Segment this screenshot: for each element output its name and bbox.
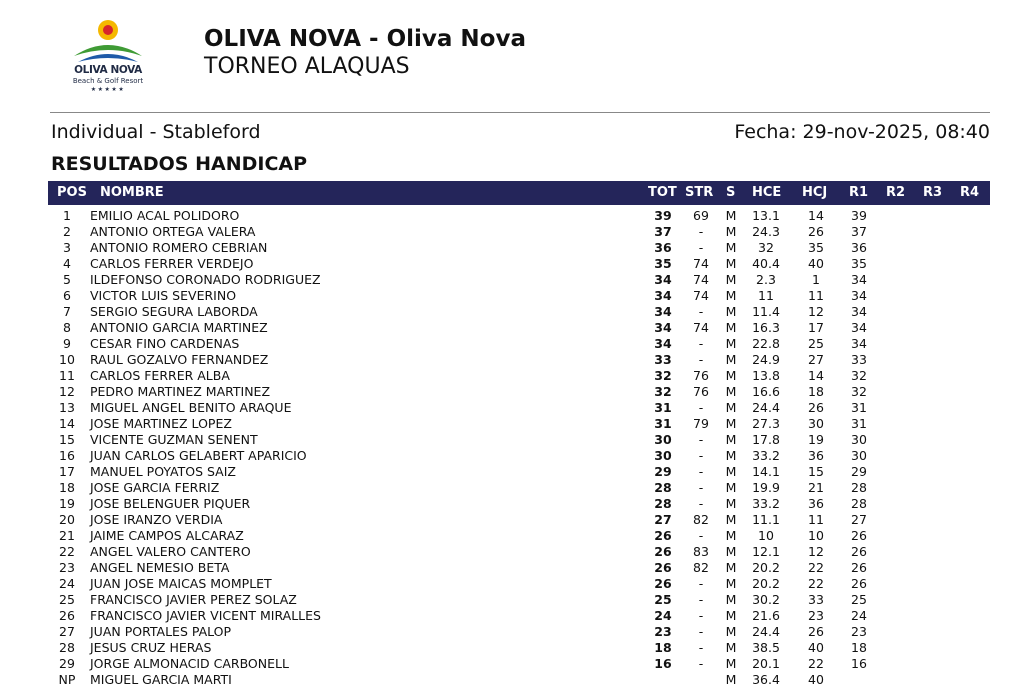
cell-s: M	[725, 272, 737, 287]
cell-hcj: 40	[808, 672, 824, 687]
cell-pos: 15	[59, 432, 75, 447]
table-row	[0, 640, 1024, 656]
col-hce: HCE	[752, 185, 782, 200]
table-row	[0, 528, 1024, 544]
cell-s: M	[725, 304, 737, 319]
cell-str: 74	[693, 272, 709, 287]
header-divider	[50, 112, 990, 113]
cell-pos: 20	[59, 512, 75, 527]
cell-tot: 26	[654, 576, 672, 591]
cell-nombre: MIGUEL GARCIA MARTI	[90, 672, 232, 687]
table-row	[0, 416, 1024, 432]
cell-hcj: 40	[808, 256, 824, 271]
table-row	[0, 656, 1024, 672]
cell-r1: 29	[851, 464, 867, 479]
cell-nombre: VICTOR LUIS SEVERINO	[90, 288, 237, 303]
cell-str: 82	[693, 560, 709, 575]
col-s: S	[726, 185, 736, 200]
cell-s: M	[725, 672, 737, 687]
cell-str: 82	[693, 512, 709, 527]
cell-r1: 24	[851, 608, 867, 623]
cell-pos: 17	[59, 464, 75, 479]
cell-hce: 13.8	[752, 368, 780, 383]
cell-hcj: 10	[808, 528, 824, 543]
date-label: Fecha: 29-nov-2025, 08:40	[734, 121, 990, 143]
cell-pos: 24	[59, 576, 75, 591]
cell-pos: 14	[59, 416, 75, 431]
cell-nombre: ANTONIO ROMERO CEBRIAN	[90, 240, 268, 255]
cell-hcj: 22	[808, 576, 824, 591]
cell-str: -	[698, 576, 704, 591]
cell-s: M	[725, 512, 737, 527]
table-row	[0, 560, 1024, 576]
cell-str: -	[698, 336, 704, 351]
cell-hcj: 12	[808, 304, 824, 319]
cell-str: -	[698, 528, 704, 543]
cell-nombre: JUAN JOSE MAICAS MOMPLET	[90, 576, 272, 591]
cell-nombre: SERGIO SEGURA LABORDA	[90, 304, 258, 319]
cell-pos: 22	[59, 544, 75, 559]
cell-r1: 34	[851, 304, 867, 319]
table-header	[48, 181, 990, 205]
cell-pos: 27	[59, 624, 75, 639]
cell-pos: 29	[59, 656, 75, 671]
cell-hce: 36.4	[752, 672, 780, 687]
cell-str: -	[698, 480, 704, 495]
cell-s: M	[725, 656, 737, 671]
table-row	[0, 544, 1024, 560]
tournament-title: TORNEO ALAQUAS	[204, 54, 410, 79]
col-str: STR	[685, 185, 714, 200]
cell-tot: 27	[654, 512, 672, 527]
cell-nombre: RAUL GOZALVO FERNANDEZ	[90, 352, 269, 367]
table-row	[0, 464, 1024, 480]
cell-nombre: JUAN CARLOS GELABERT APARICIO	[90, 448, 307, 463]
cell-nombre: VICENTE GUZMAN SENENT	[90, 432, 258, 447]
cell-s: M	[725, 544, 737, 559]
col-r3: R3	[923, 185, 943, 200]
cell-r1: 39	[851, 208, 867, 223]
logo-stars: ★★★★★	[90, 86, 126, 93]
table-row	[0, 400, 1024, 416]
cell-r1: 18	[851, 640, 867, 655]
cell-hcj: 30	[808, 416, 824, 431]
cell-r1: 30	[851, 448, 867, 463]
cell-tot: 31	[654, 416, 672, 431]
resort-logo	[58, 14, 158, 100]
cell-str: 74	[693, 256, 709, 271]
cell-pos: 10	[59, 352, 75, 367]
cell-hcj: 1	[812, 272, 820, 287]
table-row	[0, 624, 1024, 640]
cell-s: M	[725, 480, 737, 495]
cell-s: M	[725, 624, 737, 639]
cell-pos: 28	[59, 640, 75, 655]
cell-s: M	[725, 368, 737, 383]
table-row	[0, 336, 1024, 352]
cell-hce: 16.6	[752, 384, 780, 399]
cell-nombre: FRANCISCO JAVIER PEREZ SOLAZ	[90, 592, 297, 607]
table-row	[0, 256, 1024, 272]
cell-tot: 31	[654, 400, 672, 415]
cell-hcj: 15	[808, 464, 824, 479]
table-row	[0, 352, 1024, 368]
cell-tot: 26	[654, 544, 672, 559]
cell-r1: 33	[851, 352, 867, 367]
cell-tot: 26	[654, 528, 672, 543]
cell-pos: 9	[63, 336, 71, 351]
cell-hce: 24.3	[752, 224, 780, 239]
cell-tot: 39	[654, 208, 672, 223]
cell-tot: 36	[654, 240, 672, 255]
cell-tot: 25	[654, 592, 672, 607]
cell-hcj: 12	[808, 544, 824, 559]
cell-r1: 37	[851, 224, 867, 239]
logo-subtitle: Beach & Golf Resort	[72, 77, 144, 85]
table-row	[0, 240, 1024, 256]
cell-pos: 4	[63, 256, 71, 271]
cell-r1: 32	[851, 384, 867, 399]
cell-tot: 34	[654, 288, 672, 303]
cell-r1: 31	[851, 416, 867, 431]
cell-pos: 25	[59, 592, 75, 607]
col-r1: R1	[849, 185, 869, 200]
table-row	[0, 576, 1024, 592]
cell-pos: 6	[63, 288, 71, 303]
cell-nombre: ILDEFONSO CORONADO RODRIGUEZ	[90, 272, 321, 287]
cell-s: M	[725, 384, 737, 399]
cell-r1: 30	[851, 432, 867, 447]
cell-tot: 34	[654, 336, 672, 351]
cell-pos: 18	[59, 480, 75, 495]
logo-name: OLIVA NOVA	[74, 64, 142, 76]
cell-str: 69	[693, 208, 709, 223]
cell-hcj: 27	[808, 352, 824, 367]
table-row	[0, 272, 1024, 288]
cell-hce: 20.2	[752, 576, 780, 591]
cell-pos: NP	[58, 672, 76, 687]
cell-str: -	[698, 304, 704, 319]
cell-nombre: JOSE GARCIA FERRIZ	[90, 480, 220, 495]
cell-hcj: 23	[808, 608, 824, 623]
cell-hcj: 25	[808, 336, 824, 351]
cell-nombre: FRANCISCO JAVIER VICENT MIRALLES	[90, 608, 321, 623]
cell-tot: 30	[654, 448, 672, 463]
cell-r1: 28	[851, 480, 867, 495]
cell-nombre: CARLOS FERRER VERDEJO	[90, 256, 254, 271]
cell-nombre: ANTONIO ORTEGA VALERA	[90, 224, 256, 239]
cell-hce: 14.1	[752, 464, 780, 479]
cell-s: M	[725, 608, 737, 623]
cell-s: M	[725, 528, 737, 543]
cell-s: M	[725, 448, 737, 463]
cell-hcj: 17	[808, 320, 824, 335]
cell-pos: 19	[59, 496, 75, 511]
cell-s: M	[725, 400, 737, 415]
cell-hce: 33.2	[752, 496, 780, 511]
cell-tot: 16	[654, 656, 672, 671]
cell-hce: 21.6	[752, 608, 780, 623]
cell-tot: 37	[654, 224, 672, 239]
cell-r1: 26	[851, 528, 867, 543]
table-row	[0, 592, 1024, 608]
cell-nombre: MIGUEL ANGEL BENITO ARAQUE	[90, 400, 292, 415]
cell-hce: 10	[758, 528, 774, 543]
cell-str: 74	[693, 288, 709, 303]
cell-s: M	[725, 208, 737, 223]
cell-nombre: JOSE MARTINEZ LOPEZ	[90, 416, 232, 431]
cell-hcj: 35	[808, 240, 824, 255]
cell-pos: 16	[59, 448, 75, 463]
cell-pos: 2	[63, 224, 71, 239]
cell-nombre: ANGEL NEMESIO BETA	[90, 560, 230, 575]
cell-pos: 3	[63, 240, 71, 255]
cell-str: -	[698, 592, 704, 607]
cell-hce: 30.2	[752, 592, 780, 607]
cell-hce: 32	[758, 240, 774, 255]
cell-r1: 34	[851, 320, 867, 335]
cell-s: M	[725, 560, 737, 575]
table-row	[0, 432, 1024, 448]
cell-str: -	[698, 464, 704, 479]
cell-r1: 34	[851, 288, 867, 303]
cell-hcj: 36	[808, 496, 824, 511]
cell-str: 79	[693, 416, 709, 431]
cell-hce: 27.3	[752, 416, 780, 431]
cell-pos: 26	[59, 608, 75, 623]
cell-hcj: 40	[808, 640, 824, 655]
cell-r1: 26	[851, 544, 867, 559]
cell-hce: 12.1	[752, 544, 780, 559]
cell-hcj: 14	[808, 368, 824, 383]
cell-hce: 24.9	[752, 352, 780, 367]
cell-s: M	[725, 288, 737, 303]
table-row	[0, 448, 1024, 464]
cell-str: -	[698, 656, 704, 671]
cell-hcj: 21	[808, 480, 824, 495]
cell-str: 76	[693, 384, 709, 399]
results-table	[0, 208, 1024, 688]
cell-str: -	[698, 448, 704, 463]
cell-s: M	[725, 224, 737, 239]
cell-s: M	[725, 464, 737, 479]
cell-nombre: CESAR FINO CARDENAS	[90, 336, 240, 351]
table-row	[0, 208, 1024, 224]
cell-tot: 32	[654, 368, 672, 383]
table-row	[0, 512, 1024, 528]
cell-hce: 19.9	[752, 480, 780, 495]
cell-hcj: 14	[808, 208, 824, 223]
cell-pos: 23	[59, 560, 75, 575]
cell-s: M	[725, 416, 737, 431]
cell-str: -	[698, 352, 704, 367]
cell-nombre: JOSE BELENGUER PIQUER	[90, 496, 251, 511]
logo-emblem-icon	[70, 16, 146, 64]
cell-hce: 20.1	[752, 656, 780, 671]
cell-r1: 28	[851, 496, 867, 511]
cell-nombre: ANTONIO GARCIA MARTINEZ	[90, 320, 268, 335]
cell-str: -	[698, 624, 704, 639]
cell-tot: 34	[654, 320, 672, 335]
cell-hce: 16.3	[752, 320, 780, 335]
cell-str: 76	[693, 368, 709, 383]
cell-str: -	[698, 240, 704, 255]
cell-nombre: JORGE ALMONACID CARBONELL	[90, 656, 289, 671]
cell-nombre: JUAN PORTALES PALOP	[90, 624, 232, 639]
cell-str: -	[698, 496, 704, 511]
cell-s: M	[725, 496, 737, 511]
cell-tot: 32	[654, 384, 672, 399]
cell-hcj: 22	[808, 656, 824, 671]
cell-r1: 23	[851, 624, 867, 639]
cell-s: M	[725, 352, 737, 367]
cell-tot: 30	[654, 432, 672, 447]
cell-r1: 32	[851, 368, 867, 383]
cell-pos: 12	[59, 384, 75, 399]
cell-r1: 27	[851, 512, 867, 527]
cell-hcj: 33	[808, 592, 824, 607]
table-row	[0, 608, 1024, 624]
cell-nombre: MANUEL POYATOS SAIZ	[90, 464, 236, 479]
cell-tot: 24	[654, 608, 672, 623]
cell-str: -	[698, 224, 704, 239]
cell-r1: 36	[851, 240, 867, 255]
table-row	[0, 480, 1024, 496]
cell-str: -	[698, 640, 704, 655]
cell-pos: 1	[63, 208, 71, 223]
cell-str: -	[698, 608, 704, 623]
cell-hcj: 22	[808, 560, 824, 575]
col-nombre: NOMBRE	[100, 185, 164, 200]
cell-hce: 11.4	[752, 304, 780, 319]
cell-tot: 34	[654, 272, 672, 287]
cell-s: M	[725, 640, 737, 655]
table-row	[0, 384, 1024, 400]
table-row	[0, 368, 1024, 384]
cell-r1: 31	[851, 400, 867, 415]
cell-pos: 21	[59, 528, 75, 543]
cell-hce: 13.1	[752, 208, 780, 223]
cell-pos: 5	[63, 272, 71, 287]
cell-nombre: CARLOS FERRER ALBA	[90, 368, 230, 383]
cell-hce: 33.2	[752, 448, 780, 463]
cell-s: M	[725, 432, 737, 447]
cell-pos: 7	[63, 304, 71, 319]
cell-hce: 40.4	[752, 256, 780, 271]
cell-tot: 23	[654, 624, 672, 639]
col-hcj: HCJ	[802, 185, 828, 200]
club-title: OLIVA NOVA - Oliva Nova	[204, 26, 526, 52]
cell-r1: 26	[851, 560, 867, 575]
cell-str: -	[698, 400, 704, 415]
col-pos: POS	[57, 185, 87, 200]
cell-nombre: JESUS CRUZ HERAS	[90, 640, 212, 655]
col-tot: TOT	[648, 185, 677, 200]
cell-hce: 2.3	[756, 272, 776, 287]
col-r4: R4	[960, 185, 980, 200]
cell-nombre: EMILIO ACAL POLIDORO	[90, 208, 240, 223]
cell-hcj: 26	[808, 224, 824, 239]
cell-hce: 17.8	[752, 432, 780, 447]
cell-hcj: 36	[808, 448, 824, 463]
cell-s: M	[725, 576, 737, 591]
col-r2: R2	[886, 185, 906, 200]
section-title: RESULTADOS HANDICAP	[51, 153, 308, 175]
table-row	[0, 320, 1024, 336]
cell-hcj: 26	[808, 624, 824, 639]
table-row	[0, 496, 1024, 512]
cell-s: M	[725, 336, 737, 351]
cell-hcj: 18	[808, 384, 824, 399]
cell-pos: 8	[63, 320, 71, 335]
modality-label: Individual - Stableford	[51, 121, 261, 143]
cell-r1: 34	[851, 336, 867, 351]
cell-str: 83	[693, 544, 709, 559]
cell-tot: 29	[654, 464, 672, 479]
table-row	[0, 224, 1024, 240]
cell-hce: 20.2	[752, 560, 780, 575]
cell-s: M	[725, 592, 737, 607]
cell-hcj: 11	[808, 288, 824, 303]
cell-nombre: JAIME CAMPOS ALCARAZ	[90, 528, 244, 543]
cell-nombre: PEDRO MARTINEZ MARTINEZ	[90, 384, 271, 399]
table-row	[0, 288, 1024, 304]
cell-r1: 25	[851, 592, 867, 607]
cell-hce: 38.5	[752, 640, 780, 655]
cell-hce: 11	[758, 288, 774, 303]
cell-tot: 18	[654, 640, 672, 655]
cell-r1: 34	[851, 272, 867, 287]
cell-nombre: JOSE IRANZO VERDIA	[90, 512, 223, 527]
cell-hcj: 11	[808, 512, 824, 527]
cell-pos: 11	[59, 368, 75, 383]
cell-str: -	[698, 432, 704, 447]
cell-tot: 28	[654, 480, 672, 495]
cell-tot: 34	[654, 304, 672, 319]
table-row	[0, 672, 1024, 688]
cell-hcj: 26	[808, 400, 824, 415]
cell-hcj: 19	[808, 432, 824, 447]
cell-nombre: ANGEL VALERO CANTERO	[90, 544, 251, 559]
cell-str: 74	[693, 320, 709, 335]
cell-tot: 26	[654, 560, 672, 575]
cell-tot: 28	[654, 496, 672, 511]
cell-s: M	[725, 240, 737, 255]
cell-hce: 22.8	[752, 336, 780, 351]
cell-hce: 11.1	[752, 512, 780, 527]
cell-pos: 13	[59, 400, 75, 415]
cell-tot: 35	[654, 256, 672, 271]
cell-hce: 24.4	[752, 400, 780, 415]
cell-r1: 16	[851, 656, 867, 671]
cell-s: M	[725, 320, 737, 335]
cell-s: M	[725, 256, 737, 271]
cell-tot: 33	[654, 352, 672, 367]
cell-r1: 35	[851, 256, 867, 271]
cell-r1: 26	[851, 576, 867, 591]
table-row	[0, 304, 1024, 320]
cell-hce: 24.4	[752, 624, 780, 639]
